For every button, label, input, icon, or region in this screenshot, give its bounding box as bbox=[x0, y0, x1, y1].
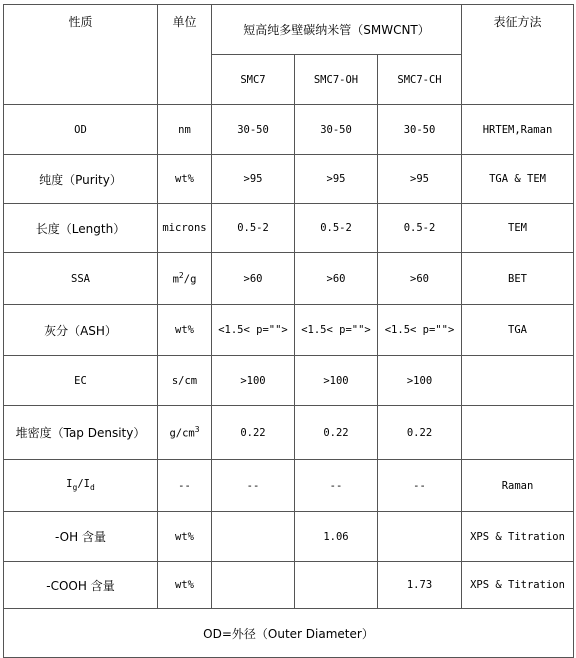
row-value-1: -- bbox=[212, 460, 295, 512]
header-sample-3: SMC7-CH bbox=[378, 55, 462, 105]
unit-base: m bbox=[172, 273, 179, 286]
row-unit: wt% bbox=[158, 155, 212, 204]
row-property: OD bbox=[4, 105, 158, 155]
unit-superscript: 3 bbox=[194, 425, 200, 435]
row-method: TGA bbox=[462, 305, 574, 356]
header-sample-2: SMC7-OH bbox=[295, 55, 378, 105]
row-property: EC bbox=[4, 356, 158, 406]
header-method: 表征方法 bbox=[462, 5, 574, 105]
row-property: 堆密度（Tap Density） bbox=[4, 406, 158, 460]
prop-mid: /I bbox=[77, 478, 90, 491]
row-unit: s/cm bbox=[158, 356, 212, 406]
row-value-3: >100 bbox=[378, 356, 462, 406]
unit-rest: /g bbox=[183, 273, 197, 286]
row-value-1: 0.22 bbox=[212, 406, 295, 460]
row-value-3: -- bbox=[378, 460, 462, 512]
header-sample-1: SMC7 bbox=[212, 55, 295, 105]
row-property: 纯度（Purity） bbox=[4, 155, 158, 204]
row-unit bbox=[158, 406, 212, 460]
row-value-2: 0.5-2 bbox=[295, 204, 378, 253]
header-unit: 单位 bbox=[158, 5, 212, 105]
row-value-2 bbox=[295, 562, 378, 609]
row-value-3: 1.73 bbox=[378, 562, 462, 609]
header-group: 短高纯多壁碳纳米管（SMWCNT） bbox=[212, 5, 462, 55]
row-unit bbox=[158, 253, 212, 305]
prop-subscript-d: d bbox=[89, 483, 95, 493]
row-value-2: >100 bbox=[295, 356, 378, 406]
row-method: TEM bbox=[462, 204, 574, 253]
table-row bbox=[4, 253, 574, 305]
row-value-1: >60 bbox=[212, 253, 295, 305]
header-property: 性质 bbox=[4, 5, 158, 105]
row-method: HRTEM,Raman bbox=[462, 105, 574, 155]
table-row bbox=[4, 562, 574, 609]
row-method: XPS & Titration bbox=[462, 562, 574, 609]
row-value-2: >95 bbox=[295, 155, 378, 204]
row-property: -OH 含量 bbox=[4, 512, 158, 562]
table-row bbox=[4, 460, 574, 512]
row-value-1 bbox=[212, 562, 295, 609]
row-value-3: 0.22 bbox=[378, 406, 462, 460]
table-row bbox=[4, 512, 574, 562]
row-value-2: -- bbox=[295, 460, 378, 512]
row-method bbox=[462, 406, 574, 460]
row-method: BET bbox=[462, 253, 574, 305]
table-row bbox=[4, 305, 574, 356]
row-unit: nm bbox=[158, 105, 212, 155]
row-property: -COOH 含量 bbox=[4, 562, 158, 609]
table-footnote: OD=外径（Outer Diameter） bbox=[4, 609, 574, 658]
row-method: XPS & Titration bbox=[462, 512, 574, 562]
row-value-2: 30-50 bbox=[295, 105, 378, 155]
table-row bbox=[4, 155, 574, 204]
row-property bbox=[4, 460, 158, 512]
prop-subscript-g: g bbox=[72, 483, 78, 493]
row-value-1: >95 bbox=[212, 155, 295, 204]
properties-table bbox=[3, 4, 574, 658]
row-method: TGA & TEM bbox=[462, 155, 574, 204]
row-value-1: 30-50 bbox=[212, 105, 295, 155]
unit-superscript: 2 bbox=[178, 271, 184, 281]
unit-base: g/cm bbox=[169, 427, 195, 440]
row-method: Raman bbox=[462, 460, 574, 512]
row-value-3 bbox=[378, 512, 462, 562]
row-value-2: 1.06 bbox=[295, 512, 378, 562]
row-value-3: >60 bbox=[378, 253, 462, 305]
row-value-1 bbox=[212, 512, 295, 562]
row-value-1: >100 bbox=[212, 356, 295, 406]
row-property: SSA bbox=[4, 253, 158, 305]
table-row bbox=[4, 406, 574, 460]
table-row bbox=[4, 356, 574, 406]
row-value-3: 0.5-2 bbox=[378, 204, 462, 253]
row-unit: -- bbox=[158, 460, 212, 512]
row-unit: microns bbox=[158, 204, 212, 253]
row-method bbox=[462, 356, 574, 406]
prop-base: I bbox=[66, 478, 73, 491]
table-row bbox=[4, 105, 574, 155]
table-row bbox=[4, 204, 574, 253]
row-value-3: <1.5< p=""> bbox=[378, 305, 462, 356]
row-property: 长度（Length） bbox=[4, 204, 158, 253]
row-value-2: 0.22 bbox=[295, 406, 378, 460]
row-value-2: <1.5< p=""> bbox=[295, 305, 378, 356]
row-unit: wt% bbox=[158, 562, 212, 609]
row-value-3: >95 bbox=[378, 155, 462, 204]
row-value-1: 0.5-2 bbox=[212, 204, 295, 253]
row-value-1: <1.5< p=""> bbox=[212, 305, 295, 356]
row-unit: wt% bbox=[158, 512, 212, 562]
row-unit: wt% bbox=[158, 305, 212, 356]
row-value-2: >60 bbox=[295, 253, 378, 305]
row-property: 灰分（ASH） bbox=[4, 305, 158, 356]
row-value-3: 30-50 bbox=[378, 105, 462, 155]
